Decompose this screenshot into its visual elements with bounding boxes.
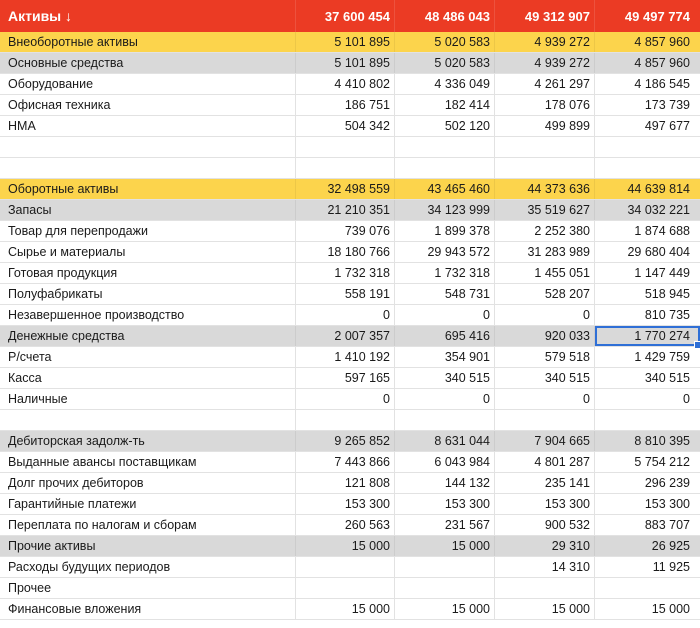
table-row (0, 347, 700, 368)
table-row (0, 179, 700, 200)
value-cell[interactable]: 235 141 (495, 473, 595, 493)
value-cell[interactable]: 0 (296, 305, 395, 325)
value-cell[interactable]: 579 518 (495, 347, 595, 367)
table-row (0, 221, 700, 242)
value-cell[interactable]: 32 498 559 (296, 179, 395, 199)
row-label-cell[interactable]: Оборотные активы (0, 179, 296, 199)
row-label-cell[interactable]: Прочее (0, 578, 296, 598)
value-cell[interactable]: 144 132 (395, 473, 495, 493)
table-row (0, 137, 700, 158)
value-cell[interactable]: 920 033 (495, 326, 595, 346)
value-cell[interactable]: 1 899 378 (395, 221, 495, 241)
value-cell[interactable]: 504 342 (296, 116, 395, 136)
value-cell[interactable] (595, 158, 700, 178)
row-label-cell[interactable]: Касса (0, 368, 296, 388)
value-cell[interactable]: 340 515 (644, 371, 690, 385)
value-cell[interactable]: 1 732 318 (296, 263, 395, 283)
table-row (0, 452, 700, 473)
header-total-cell[interactable]: 48 486 043 (395, 0, 495, 32)
value-cell[interactable]: 558 191 (296, 284, 395, 304)
value-cell[interactable]: 18 180 766 (296, 242, 395, 262)
value-cell[interactable]: 26 925 (651, 539, 690, 553)
value-cell[interactable]: 153 300 (495, 494, 595, 514)
row-label-cell[interactable]: Финансовые вложения (0, 599, 296, 619)
value-cell[interactable]: 4 939 272 (495, 53, 595, 73)
value-cell[interactable]: 231 567 (395, 515, 495, 535)
table-row (0, 242, 700, 263)
value-cell[interactable] (296, 557, 395, 577)
table-row (0, 74, 700, 95)
row-label-cell[interactable]: Наличные (0, 389, 296, 409)
row-label-cell[interactable]: Долг прочих дебиторов (0, 473, 296, 493)
value-cell[interactable]: 4 261 297 (495, 74, 595, 94)
value-cell[interactable]: 0 (395, 305, 495, 325)
value-cell[interactable]: 260 563 (296, 515, 395, 535)
row-label-cell[interactable]: Р/счета (0, 347, 296, 367)
value-cell[interactable]: 4 186 545 (634, 77, 690, 91)
row-label-cell[interactable]: Переплата по налогам и сборам (0, 515, 296, 535)
value-cell[interactable]: 186 751 (296, 95, 395, 115)
value-cell[interactable] (495, 137, 595, 157)
value-cell[interactable]: 1 410 192 (296, 347, 395, 367)
table-row (0, 536, 700, 557)
value-cell[interactable]: 44 373 636 (495, 179, 595, 199)
value-cell[interactable]: 21 210 351 (296, 200, 395, 220)
value-cell[interactable]: 340 515 (495, 368, 595, 388)
value-cell[interactable]: 900 532 (495, 515, 595, 535)
value-cell[interactable] (296, 578, 395, 598)
value-cell[interactable] (495, 410, 595, 430)
value-cell[interactable]: 15 000 (296, 599, 395, 619)
value-cell[interactable]: 0 (495, 305, 595, 325)
value-cell[interactable]: 0 (683, 392, 690, 406)
value-cell[interactable]: 182 414 (395, 95, 495, 115)
value-cell[interactable]: 4 410 802 (296, 74, 395, 94)
row-label-cell[interactable]: Готовая продукция (0, 263, 296, 283)
data-rows (0, 32, 700, 620)
value-cell[interactable] (395, 557, 495, 577)
value-cell[interactable]: 1 147 449 (634, 266, 690, 280)
value-cell[interactable]: 9 265 852 (296, 431, 395, 451)
value-cell[interactable]: 597 165 (296, 368, 395, 388)
value-cell[interactable]: 15 000 (495, 599, 595, 619)
header-total-cell[interactable]: 37 600 454 (296, 0, 395, 32)
value-cell[interactable]: 11 925 (652, 560, 690, 574)
value-cell[interactable] (296, 137, 395, 157)
table-row (0, 284, 700, 305)
value-cell[interactable]: 29 943 572 (395, 242, 495, 262)
row-label-cell[interactable]: Гарантийные платежи (0, 494, 296, 514)
value-cell[interactable]: 8 631 044 (395, 431, 495, 451)
table-row (0, 32, 700, 53)
row-label-cell[interactable]: НМА (0, 116, 296, 136)
row-label-cell[interactable]: Выданные авансы поставщикам (0, 452, 296, 472)
value-cell[interactable]: 153 300 (644, 497, 690, 511)
value-cell[interactable]: 502 120 (395, 116, 495, 136)
value-cell[interactable]: 15 000 (395, 599, 495, 619)
row-label-cell[interactable]: Основные средства (0, 53, 296, 73)
value-cell[interactable]: 43 465 460 (395, 179, 495, 199)
value-cell[interactable]: 4 801 287 (495, 452, 595, 472)
row-label-cell[interactable]: Полуфабрикаты (0, 284, 296, 304)
value-cell[interactable]: 695 416 (395, 326, 495, 346)
table-row (0, 389, 700, 410)
row-label-cell[interactable]: Расходы будущих периодов (0, 557, 296, 577)
value-cell[interactable]: 4 857 960 (634, 35, 690, 49)
header-total-cell[interactable]: 49 497 774 (624, 8, 690, 24)
value-cell[interactable]: 0 (395, 389, 495, 409)
value-cell[interactable] (595, 410, 700, 430)
table-row (0, 515, 700, 536)
value-cell[interactable]: 29 310 (495, 536, 595, 556)
row-label-cell[interactable] (0, 158, 296, 178)
table-row (0, 305, 700, 326)
value-cell[interactable]: 1 455 051 (495, 263, 595, 283)
value-cell[interactable]: 5 020 583 (395, 53, 495, 73)
table-row (0, 599, 700, 620)
value-cell[interactable]: 34 123 999 (395, 200, 495, 220)
value-cell[interactable]: 340 515 (395, 368, 495, 388)
value-cell[interactable]: 4 857 960 (634, 56, 690, 70)
header-label-cell[interactable]: Активы ↓ (0, 0, 296, 32)
value-cell[interactable] (395, 410, 495, 430)
value-cell[interactable]: 810 735 (644, 308, 690, 322)
table-row (0, 431, 700, 452)
table-row (0, 557, 700, 578)
value-cell[interactable]: 6 043 984 (395, 452, 495, 472)
value-cell[interactable]: 7 904 665 (495, 431, 595, 451)
value-cell[interactable]: 0 (296, 389, 395, 409)
table-row (0, 95, 700, 116)
value-cell[interactable]: 2 007 357 (296, 326, 395, 346)
value-cell[interactable]: 5 754 212 (634, 455, 690, 469)
table-row (0, 326, 700, 347)
table-row (0, 578, 700, 599)
value-cell[interactable]: 31 283 989 (495, 242, 595, 262)
table-row (0, 473, 700, 494)
row-label-cell[interactable]: Офисная техника (0, 95, 296, 115)
value-cell[interactable]: 35 519 627 (495, 200, 595, 220)
selected-value-cell[interactable]: 1 770 274 (595, 326, 700, 346)
value-cell[interactable]: 1 874 688 (634, 224, 690, 238)
table-row (0, 116, 700, 137)
value-cell[interactable]: 739 076 (296, 221, 395, 241)
value-cell[interactable]: 497 677 (644, 119, 690, 133)
value-cell[interactable] (595, 137, 700, 157)
header-total-cell[interactable]: 49 312 907 (495, 0, 595, 32)
value-cell[interactable]: 5 101 895 (296, 53, 395, 73)
value-cell[interactable]: 548 731 (395, 284, 495, 304)
value-cell[interactable]: 7 443 866 (296, 452, 395, 472)
value-cell[interactable] (495, 158, 595, 178)
row-label-cell[interactable]: Незавершенное производство (0, 305, 296, 325)
value-cell[interactable]: 5 020 583 (395, 32, 495, 52)
value-cell[interactable] (296, 158, 395, 178)
value-cell[interactable]: 296 239 (644, 476, 690, 490)
fill-handle[interactable] (694, 341, 700, 349)
table-row (0, 158, 700, 179)
value-cell[interactable]: 1 732 318 (395, 263, 495, 283)
table-row (0, 263, 700, 284)
value-cell[interactable]: 8 810 395 (634, 434, 690, 448)
value-cell[interactable]: 2 252 380 (495, 221, 595, 241)
value-cell[interactable] (395, 137, 495, 157)
value-cell[interactable] (296, 410, 395, 430)
table-row (0, 368, 700, 389)
value-cell[interactable]: 173 739 (644, 98, 690, 112)
table-row (0, 494, 700, 515)
value-cell[interactable]: 15 000 (395, 536, 495, 556)
value-cell[interactable]: 29 680 404 (627, 245, 690, 259)
row-label-cell[interactable] (0, 410, 296, 430)
value-cell[interactable]: 499 899 (495, 116, 595, 136)
value-cell[interactable]: 354 901 (395, 347, 495, 367)
value-cell[interactable]: 44 639 814 (627, 182, 690, 196)
row-label-cell[interactable]: Дебиторская задолж-ть (0, 431, 296, 451)
value-cell[interactable]: 153 300 (296, 494, 395, 514)
row-label-cell[interactable]: Внеоборотные активы (0, 32, 296, 52)
value-cell[interactable]: 153 300 (395, 494, 495, 514)
row-label-cell[interactable]: Сырье и материалы (0, 242, 296, 262)
value-cell[interactable] (595, 578, 700, 598)
table-row (0, 410, 700, 431)
value-cell[interactable]: 15 000 (296, 536, 395, 556)
row-label-cell[interactable]: Запасы (0, 200, 296, 220)
value-cell[interactable]: 883 707 (644, 518, 690, 532)
table-row (0, 200, 700, 221)
value-cell[interactable]: 518 945 (644, 287, 690, 301)
value-cell[interactable]: 4 336 049 (395, 74, 495, 94)
value-cell[interactable] (495, 578, 595, 598)
value-cell[interactable]: 5 101 895 (296, 32, 395, 52)
value-cell[interactable]: 528 207 (495, 284, 595, 304)
row-label-cell[interactable]: Оборудование (0, 74, 296, 94)
row-label-cell[interactable]: Товар для перепродажи (0, 221, 296, 241)
value-cell[interactable]: 0 (495, 389, 595, 409)
value-cell[interactable]: 178 076 (495, 95, 595, 115)
value-cell[interactable]: 4 939 272 (495, 32, 595, 52)
value-cell[interactable]: 121 808 (296, 473, 395, 493)
header-row (0, 0, 700, 32)
value-cell[interactable]: 1 429 759 (634, 350, 690, 364)
table-row (0, 53, 700, 74)
row-label-cell[interactable]: Прочие активы (0, 536, 296, 556)
value-cell[interactable]: 34 032 221 (627, 203, 690, 217)
value-cell[interactable] (395, 158, 495, 178)
value-cell[interactable]: 15 000 (651, 602, 690, 616)
row-label-cell[interactable] (0, 137, 296, 157)
row-label-cell[interactable]: Денежные средства (0, 326, 296, 346)
value-cell[interactable] (395, 578, 495, 598)
value-cell[interactable]: 14 310 (495, 557, 595, 577)
